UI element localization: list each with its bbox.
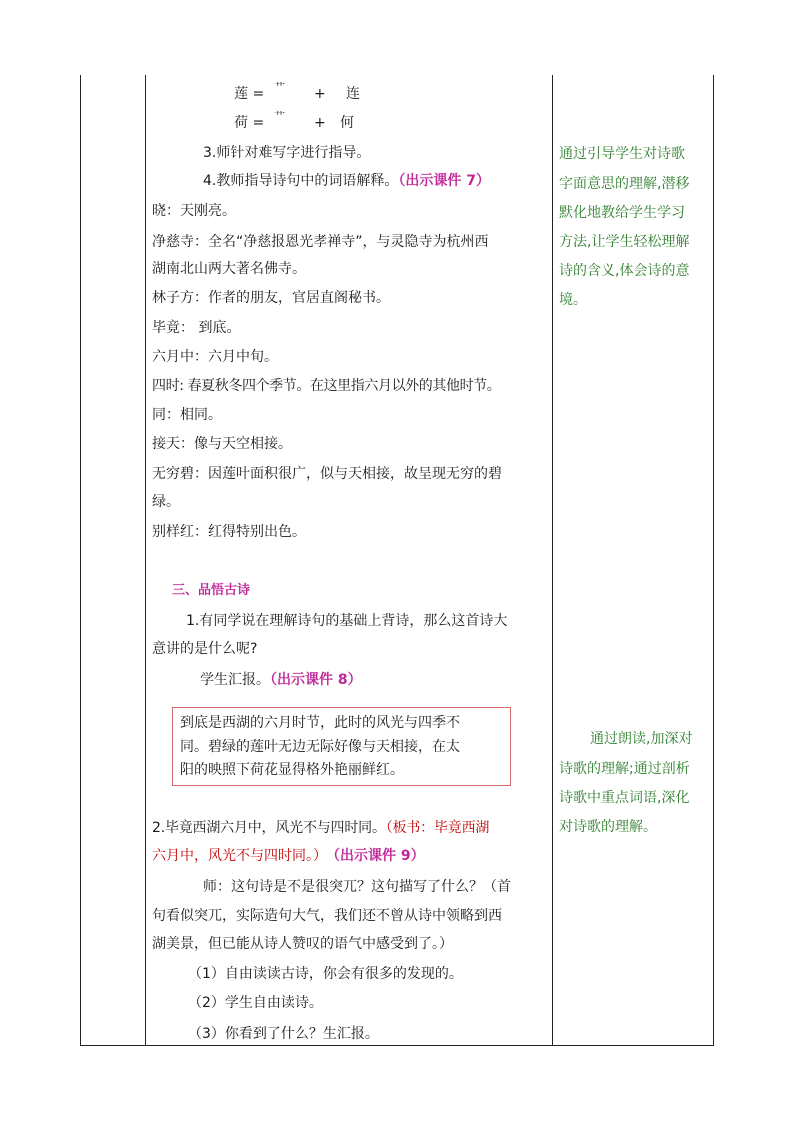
note2-line2: 诗歌的理解;通过剖析 [559,761,690,777]
gloss-wuqiongbi-2: 绿。 [152,494,180,510]
char-lian-right: 连 [346,86,360,102]
gloss-jingci-1: 净慈寺：全名“净慈报恩光孝禅寺”，与灵隐寺为杭州西 [152,234,489,250]
student-report-text: 学生汇报。 [200,672,270,688]
step-4 [203,171,490,191]
sub-step-2: （2）学生自由读诗。 [188,995,323,1011]
table-border-right [713,75,714,1046]
char-lian-row [234,81,360,104]
note1-line1: 通过引导学生对诗歌 [559,146,685,162]
char-he-plus: + [314,115,326,131]
char-lian-left: 莲 = [234,86,265,102]
board-note-2: 六月中，风光不与四时同。） [152,848,327,864]
gloss-bijing: 毕竟： 到底。 [152,320,241,336]
teacher-line3: 湖美景，但已能从诗人赞叹的语气中感受到了。） [152,936,453,952]
answer-box-line1: 到底是西湖的六月时节，此时的风光与四季不 [180,715,460,731]
gloss-jietian: 接天：像与天空相接。 [152,436,292,452]
table-bottom-border [80,1045,714,1046]
char-he-right: 何 [340,115,354,131]
table-divider-2 [552,75,553,1046]
sub-step-3: （3）你看到了什么？生汇报。 [188,1026,379,1042]
gloss-sishi: 四时: 春夏秋冬四个季节。在这里指六月以外的其他时节。 [152,378,501,394]
question-2-tag: （出示课件 9） [333,848,425,864]
note1-line2: 字面意思的理解,潜移 [559,176,690,192]
table-divider-1 [145,75,146,1046]
grass-radical-icon: 艹 [274,110,285,123]
answer-box-line3: 阳的映照下荷花显得格外艳丽鲜红。 [180,762,404,778]
char-he-row [234,110,354,133]
note1-line3: 默化地教给学生学习 [559,205,685,221]
table-border-left [80,75,81,1046]
student-report-tag: （出示课件 8） [270,672,362,688]
gloss-liuyuezhong: 六月中：六月中旬。 [152,349,278,365]
student-report [200,670,362,690]
question-2-line1 [152,818,489,838]
board-note-1: （板书：毕竟西湖 [385,820,490,836]
note2-line3: 诗歌中重点词语,深化 [559,790,690,806]
question-1-line1: 1.有同学说在理解诗句的基础上背诗，那么这首诗大 [186,613,508,629]
note1-line6: 境。 [559,292,587,308]
teacher-line1: 师：这句诗是不是很突兀？这句描写了什么？（首 [203,879,511,895]
gloss-tong: 同：相同。 [152,407,222,423]
sub-step-1: （1）自由读读古诗，你会有很多的发现的。 [188,966,463,982]
question-1-line2: 意讲的是什么呢? [152,641,258,657]
note1-line5: 诗的含义,体会诗的意 [559,263,690,279]
char-lian-plus: + [314,86,326,102]
char-he-left: 荷 = [234,115,265,131]
question-2-text: 2.毕竟西湖六月中，风光不与四时同。 [152,820,386,836]
step-4-tag: （出示课件 7） [398,173,490,189]
grass-radical-icon: 艹 [274,81,285,94]
step-4-text: 4.教师指导诗句中的词语解释。 [203,173,399,189]
note1-line4: 方法,让学生轻松理解 [559,234,690,250]
teacher-line2: 句看似突兀，实际造句大气，我们还不曾从诗中领略到西 [152,908,502,924]
step-3: 3.师针对难写字进行指导。 [203,145,371,161]
gloss-wuqiongbi-1: 无穷碧：因莲叶面积很广，似与天相接，故呈现无穷的碧 [152,466,502,482]
question-2-line2 [152,846,425,866]
gloss-linzifang: 林子方：作者的朋友，官居直阁秘书。 [152,290,390,306]
gloss-jingci-2: 湖南北山两大著名佛寺。 [152,261,306,277]
note2-line4: 对诗歌的理解。 [559,819,657,835]
gloss-bieyanghong: 别样红：红得特别出色。 [152,524,306,540]
note2-line1: 通过朗读,加深对 [590,731,693,747]
gloss-xiao: 晓：天刚亮。 [152,203,236,219]
answer-box-line2: 同。碧绿的莲叶无边无际好像与天相接，在太 [180,739,460,755]
section-heading: 三、品悟古诗 [172,583,251,598]
